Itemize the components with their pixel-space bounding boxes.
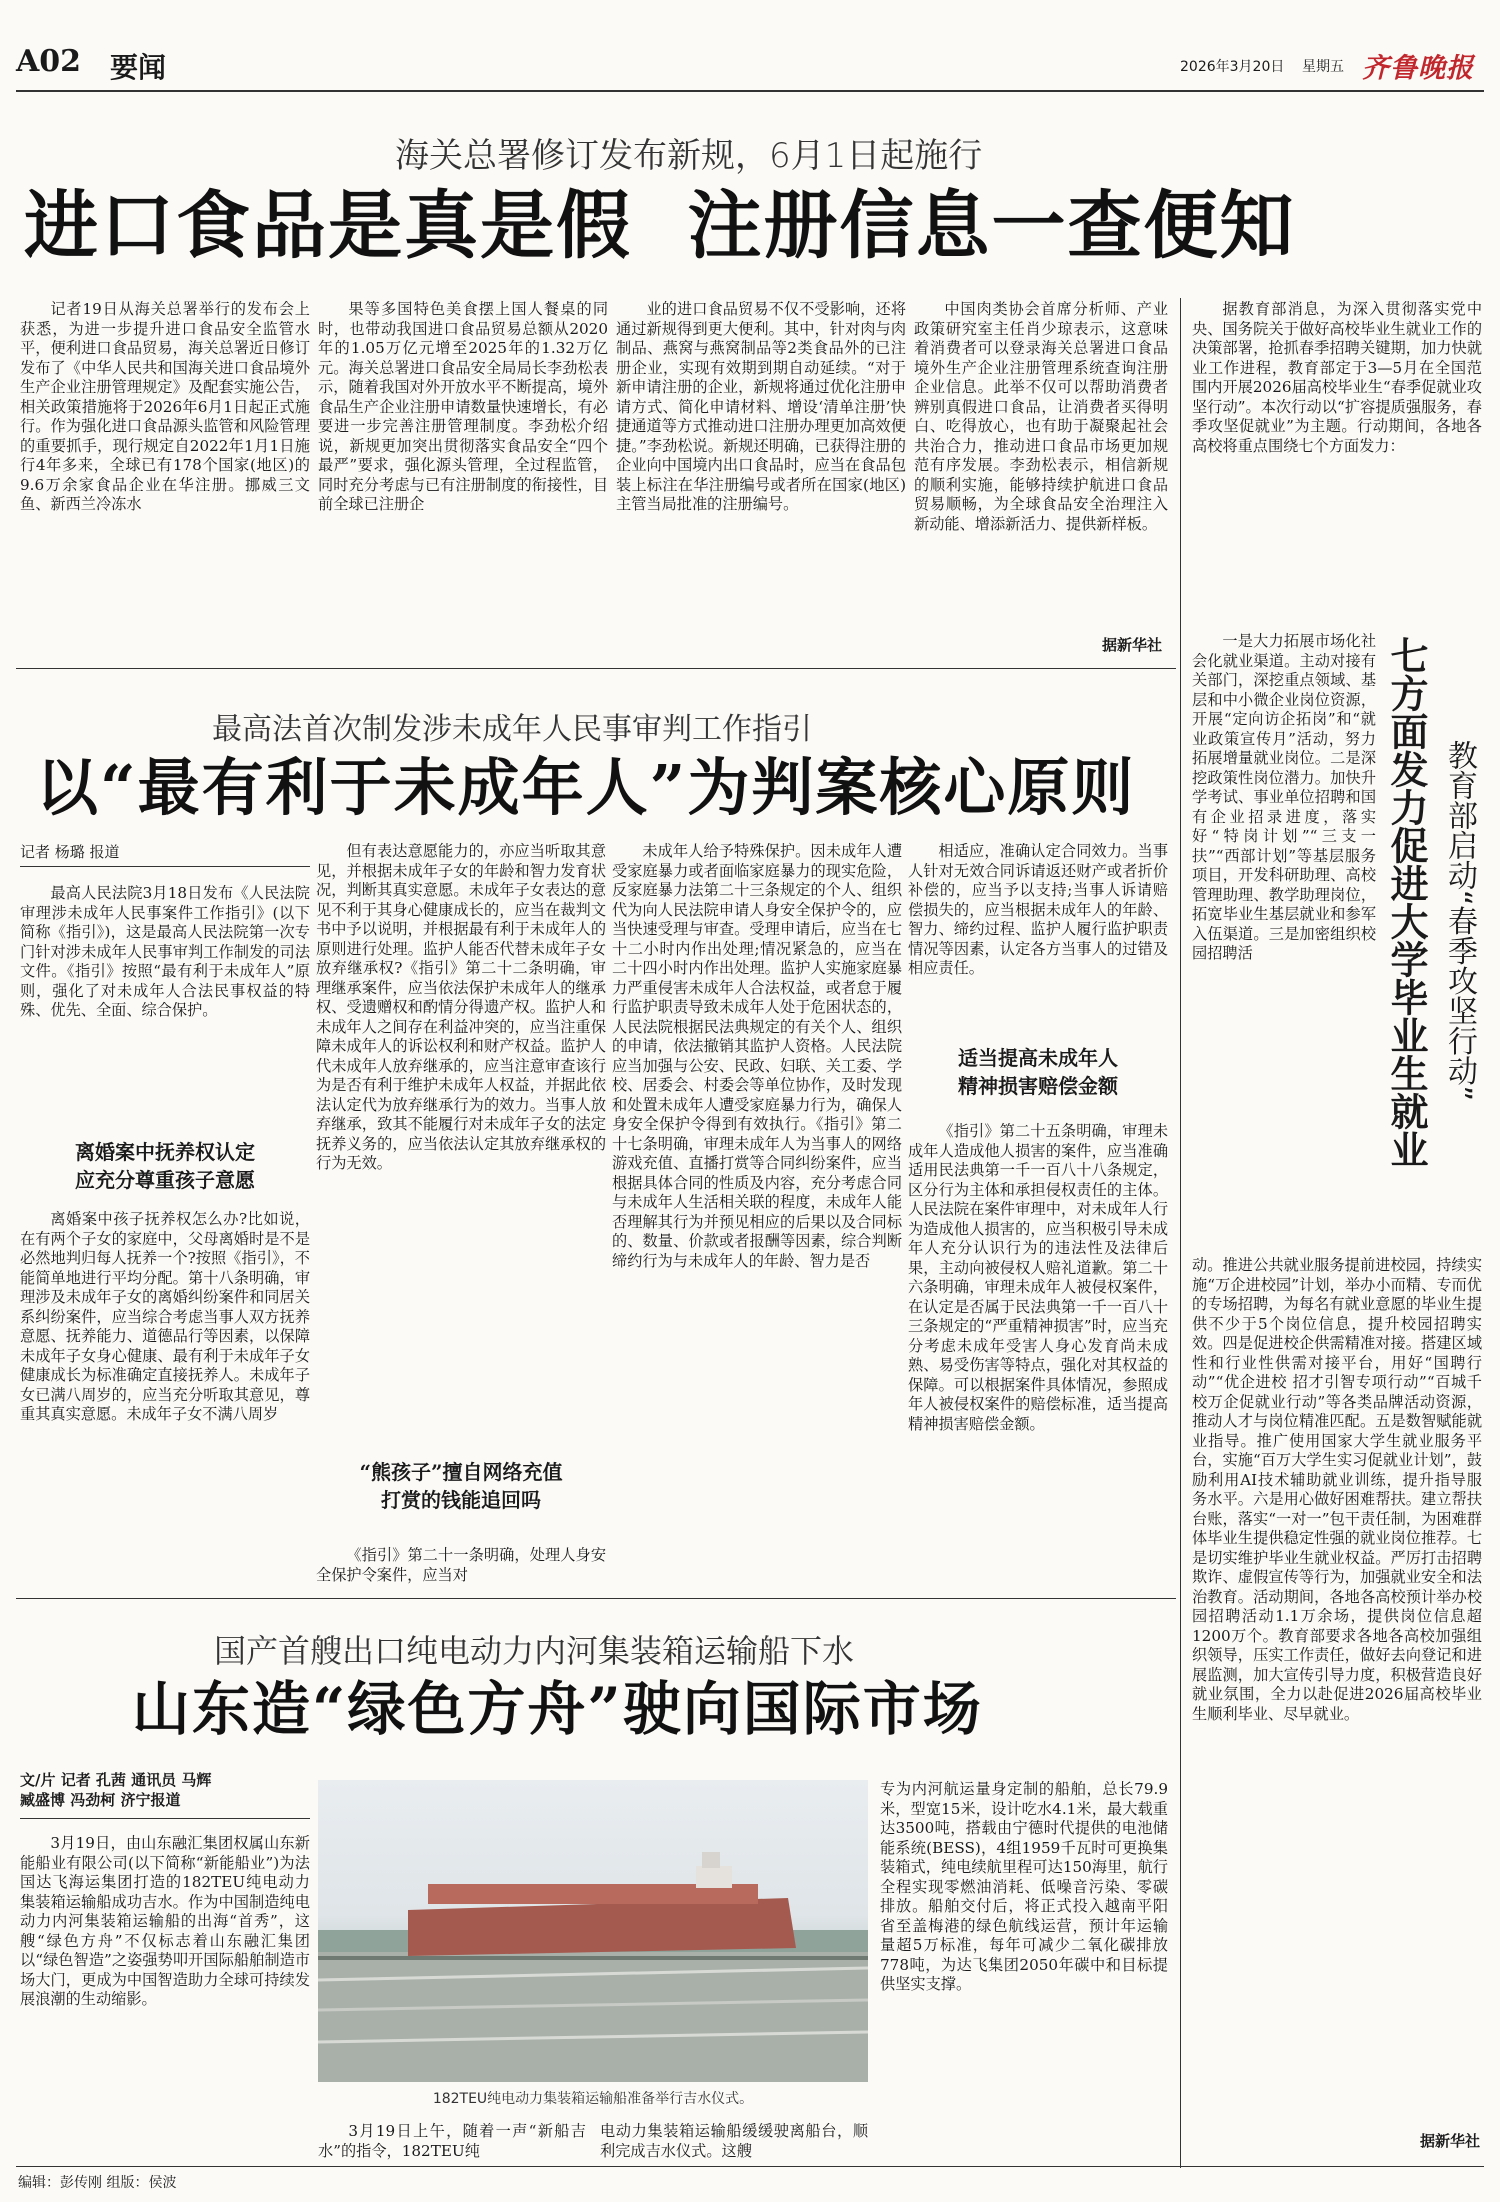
story3-byline: 文/片 记者 孔茜 通讯员 马辉 臧盛博 冯劲柯 济宁报道 (20, 1771, 212, 1809)
story4-mid: 一是大力拓展市场化社会化就业渠道。主动对接有关部门，深挖重点领域、基层和中小微企业岗位资源，开展“定向访企拓岗”和“就业政策宣传月”活动，努力拓展增量就业岗位。二是深挖政策性岗位潜力。加快升学考试、事业单位招聘和国有企业招录进度，落实好“特岗计划”“三支一扶”“西部计划”等基层服务项目，开发科研助理、高校管理助理、教学助理岗位，拓宽毕业生基层就业和参军入伍渠道。三是加密组织校园招聘活 (1192, 632, 1376, 962)
story2-subhead-3: 适当提高未成年人 精神损害赔偿金额 (958, 1046, 1118, 1098)
story3-col3: 电动力集装箱运输船缓缓驶离船台，顺利完成吉水仪式。这艘 (600, 2122, 868, 2160)
story3-byline-rule (20, 1818, 310, 1819)
story4-headline: 七方面发力促进大学毕业生就业 (1384, 636, 1429, 1168)
story1-kicker: 海关总署修订发布新规，6月1日起施行 (395, 136, 983, 176)
story2-col3: 未成年人给予特殊保护。因未成年人遭受家庭暴力或者面临家庭暴力的现实危险，反家庭暴力法第二十三条规定的个人、组织代为向人民法院申请人身安全保护令的，应当快速受理与审查。受理申请后，应当在七十二小时内作出处理;情况紧急的，应当在二十四小时内作出处理。监护人实施家庭暴力严重侵害未成年人合法权益，或者怠于履行监护职责导致未成年人处于危困状态的，人民法院根据民法典规定的有关个人、组织的申请，依法撤销其监护人资格。人民法院应当加强与公安、民政、妇联、关工委、学校、居委会、村委会等单位协作，及时发现和处置未成年人遭受家庭暴力行为，确保人身安全保护令得到有效执行。《指引》第二十七条明确，审理未成年人为当事人的网络游戏充值、直播打赏等合同纠纷案件，应当根据具体合同的性质及内容，充分考虑合同与未成年人生活相关联的程度，未成年人能否理解其行为并预见相应的后果以及合同标的、数量、价款或者报酬等因素，综合判断缔约行为与未成年人的年龄、智力是否 (612, 842, 902, 1270)
story4-kicker: 教育部启动“春季攻坚行动” (1442, 740, 1477, 1102)
story2-subhead-2: “熊孩子”擅自网络充值 打赏的钱能追回吗 (359, 1460, 563, 1512)
ship-illustration (318, 1780, 868, 2082)
story2-col2a: 但有表达意愿能力的，亦应当听取其意见，并根据未成年子女的年龄和智力发育状况，判断其真实意愿。未成年子女表达的意见不利于其身心健康成长的，应当在裁判文书中予以说明，并根据最有利于未成年人的原则进行处理。监护人能否代替未成年子女放弃继承权?《指引》第二十二条明确，审理继承案件，应当依法保护未成年人的继承权、受遗赠权和酌情分得遗产权。监护人和未成年人之间存在利益冲突的，应当注重保障未成年人的诉讼权利和财产权益。监护人代未成年人放弃继承的，应当注意审查该行为是否有利于维护未成年人权益，并据此依法认定代为放弃继承行为的效力。当事人放弃继承，致其不能履行对未成年子女的法定抚养义务的，应当依法认定其放弃继承权的行为无效。 (316, 842, 606, 1172)
page-code: A02 (16, 44, 82, 79)
header-rule (16, 90, 1484, 92)
photo-caption: 182TEU纯电动力集装箱运输船准备举行吉水仪式。 (432, 2091, 754, 2107)
story4-bottom: 动。推进公共就业服务提前进校园，持续实施“万企进校园”计划，举办小而精、专而优的专场招聘，为每名有就业意愿的毕业生提供不少于5个岗位信息，提升校园招聘实效。四是促进校企供需精准对接。搭建区域性和行业性供需对接平台，用好“国聘行动”“优企进校 招才引智专项行动”“百城千校万企促就业行动”等各类品牌活动资源，推动人才与岗位精准匹配。五是数智赋能就业指导。推广使用国家大学生就业服务平台，实施“百万大学生实习促就业计划”，鼓励利用AI技术辅助就业训练，提升指导服务水平。六是用心做好困难帮扶。建立帮扶台账，落实“一对一”包干责任制，为困难群体毕业生提供稳定性强的就业岗位推荐。七是切实维护毕业生就业权益。严厉打击招聘欺诈、虚假宣传等行为，加强就业安全和法治教育。活动期间，各地各高校预计举办校园招聘活动1.1万余场，提供岗位信息超1200万个。教育部要求各地各高校加强组织领导，压实工作责任，做好去向登记和进展监测，加大宣传引导力度，积极营造良好就业氛围，全力以赴促进2026届高校毕业生顺利毕业、尽早就业。 (1192, 1256, 1482, 1723)
story2-byline: 记者 杨璐 报道 (20, 843, 120, 861)
story2-col4b: 《指引》第二十五条明确，审理未成年人造成他人损害的案件，应当准确适用民法典第一千一百八十八条规定，区分行为主体和承担侵权责任的主体。人民法院在案件审理中，对未成年人行为造成他人损害的，应当积极引导未成年人充分认识行为的违法性及法律后果，主动向被侵权人赔礼道歉。第二十六条明确，审理未成年人被侵权案件，在认定是否属于民法典第一千一百八十三条规定的“严重精神损害”时，应当充分考虑未成年受害人身心发育尚未成熟、易受伤害等特点，强化对其权益的保障。可以根据案件具体情况，参照成年人被侵权案件的赔偿标准，适当提高精神损害赔偿金额。 (908, 1122, 1168, 1433)
story4-source: 据新华社 (1419, 2132, 1480, 2150)
story1-col1: 记者19日从海关总署举行的发布会上获悉，为进一步提升进口食品安全监管水平，便利进口食品贸易，海关总署近日修订发布了《中华人民共和国海关进口食品境外生产企业注册管理规定》及配套实施公告，相关政策措施将于2026年6月1日起正式施行。作为强化进口食品源头监管和风险管理的重要抓手，现行规定自2022年1月1日施行4年多来，全球已有178个国家(地区)的9.6万余家食品企业在华注册。挪威三文鱼、新西兰冷冻水 (20, 300, 310, 513)
story1-headline: 进口食品是真是假 注册信息一查便知 (24, 183, 1296, 269)
story3-kicker: 国产首艘出口纯电动力内河集装箱运输船下水 (214, 1632, 855, 1670)
ship-photo (318, 1780, 868, 2082)
story1-col2: 果等多国特色美食摆上国人餐桌的同时，也带动我国进口食品贸易总额从2020年的1.05万亿元增至2025年的1.32万亿元。海关总署进口食品安全局局长李劲松表示，随着我国对外开放水平不断提高，境外食品生产企业注册申请数量快速增长，有必要进一步完善注册管理制度。李劲松介绍说，新规更加突出贯彻落实食品安全“四个最严”要求，强化源头管理，全过程监管，同时充分考虑与已有注册制度的衔接性，目前全球已注册企 (318, 300, 608, 513)
section-name: 要闻 (110, 51, 167, 84)
story2-col1b: 离婚案中孩子抚养权怎么办?比如说，在有两个子女的家庭中，父母离婚时是不是必然地判归每人抚养一个?按照《指引》，不能简单地进行平均分配。第十八条明确，审理涉及未成年子女的离婚纠纷案件和同居关系纠纷案件，应当综合考虑当事人双方抚养意愿、抚养能力、道德品行等因素，以保障未成年子女身心健康、最有利于未成年子女健康成长为标准确定直接抚养人。未成年子女已满八周岁的，应当充分听取其意见，尊重其真实意愿。未成年子女不满八周岁 (20, 1210, 310, 1423)
issue-weekday: 星期五 (1302, 59, 1344, 75)
story2-subhead-1: 离婚案中抚养权认定 应充分尊重孩子意愿 (75, 1140, 255, 1192)
story2-headline: 以“最有利于未成年人”为判案核心原则 (36, 751, 1136, 824)
footer-credits: 编辑：彭传刚 组版：侯波 (18, 2175, 177, 2191)
story2-col2b: 《指引》第二十一条明确，处理人身安全保护令案件，应当对 (316, 1546, 606, 1584)
story4-top: 据教育部消息，为深入贯彻落实党中央、国务院关于做好高校毕业生就业工作的决策部署，抢抓春季招聘关键期，加力快就业工作进程，教育部定于3—5月在全国范围内开展2026届高校毕业生“春季促就业攻坚行动”。本次行动以“扩容提质强服务，春季攻坚促就业”为主题。行动期间，各地各高校将重点围绕七个方面发力： (1192, 300, 1482, 455)
story3-col2: 3月19日上午，随着一声“新船吉水”的指令，182TEU纯 (318, 2122, 586, 2160)
story3-col4: 专为内河航运量身定制的船舶，总长79.9米，型宽15米，设计吃水4.1米，最大载重达3500吨，搭载由宁德时代提供的电池储能系统(BESS)，4组1959千瓦时可更换集装箱式，纯电续航里程可达150海里，航行全程实现零燃油消耗、低噪音污染、零碳排放。船舶交付后，将正式投入越南平阳省至盖梅港的绿色航线运营，预计年运输量超5万标准，每年可减少二氧化碳排放778吨，为达飞集团2050年碳中和目标提供坚实支撑。 (880, 1780, 1168, 1993)
story2-col4a: 相适应，准确认定合同效力。当事人针对无效合同诉请返还财产或者折价补偿的，应当予以支持;当事人诉请赔偿损失的，应当根据未成年人的年龄、智力、缔约过程、监护人履行监护职责情况等因素，认定各方当事人的过错及相应责任。 (908, 842, 1168, 977)
story2-kicker: 最高法首次制发涉未成年人民事审判工作指引 (212, 712, 812, 747)
story1-col3: 业的进口食品贸易不仅不受影响，还将通过新规得到更大便利。其中，针对肉与肉制品、燕窝与燕窝制品等2类食品外的已注册企业，实现有效期到期自动延续。“对于新申请注册的企业，新规将通过优化注册申请方式、简化申请材料、增设‘清单注册’快捷通道等方式推动进口注册办理更加高效便捷。”李劲松说。新规还明确，已获得注册的企业向中国境内出口食品时，应当在食品包装上标注在华注册编号或者所在国家(地区)主管当局批准的注册编号。 (616, 300, 906, 513)
footer-rule (16, 2166, 1484, 2167)
issue-date: 2026年3月20日 (1180, 59, 1285, 75)
right-column-divider (1180, 298, 1181, 2168)
newspaper-logo: 齐鲁晚报 (1362, 53, 1474, 84)
story2-col1a: 最高人民法院3月18日发布《人民法院审理涉未成年人民事案件工作指引》(以下简称《指引》)，这是最高人民法院第一次专门针对涉未成年人民事审判工作制发的司法文件。《指引》按照“最有利于未成年人”原则，强化了对未成年人合法民事权益的特殊、优先、全面、综合保护。 (20, 884, 310, 1019)
story1-bottom-rule (16, 668, 1176, 669)
story3-col1: 3月19日，由山东融汇集团权属山东新能船业有限公司(以下简称“新能船业”)为法国达飞海运集团打造的182TEU纯电动力集装箱运输船成功吉水。作为中国制造纯电动力内河集装箱运输船的出海“首秀”，这艘“绿色方舟”不仅标志着山东融汇集团以“绿色智造”之姿强势叩开国际船舶制造市场大门，更成为中国智造助力全球可持续发展浪潮的生动缩影。 (20, 1834, 310, 2008)
story1-col4: 中国肉类协会首席分析师、产业政策研究室主任肖少琼表示，这意味着消费者可以登录海关总署进口食品境外生产企业注册管理系统查询注册企业信息。此举不仅可以帮助消费者辨别真假进口食品，让消费者买得明白、吃得放心，也有助于凝聚起社会共治合力，推动进口食品市场更加规范有序发展。李劲松表示，相信新规的顺利实施，能够持续护航进口食品贸易顺畅，为全球食品安全治理注入新动能、增添新活力、提供新样板。 (914, 300, 1168, 533)
story2-bottom-rule (16, 1598, 1176, 1599)
story2-byline-rule (20, 866, 310, 867)
story1-source: 据新华社 (1101, 636, 1162, 654)
story3-headline: 山东造“绿色方舟”驶向国际市场 (132, 1675, 983, 1743)
